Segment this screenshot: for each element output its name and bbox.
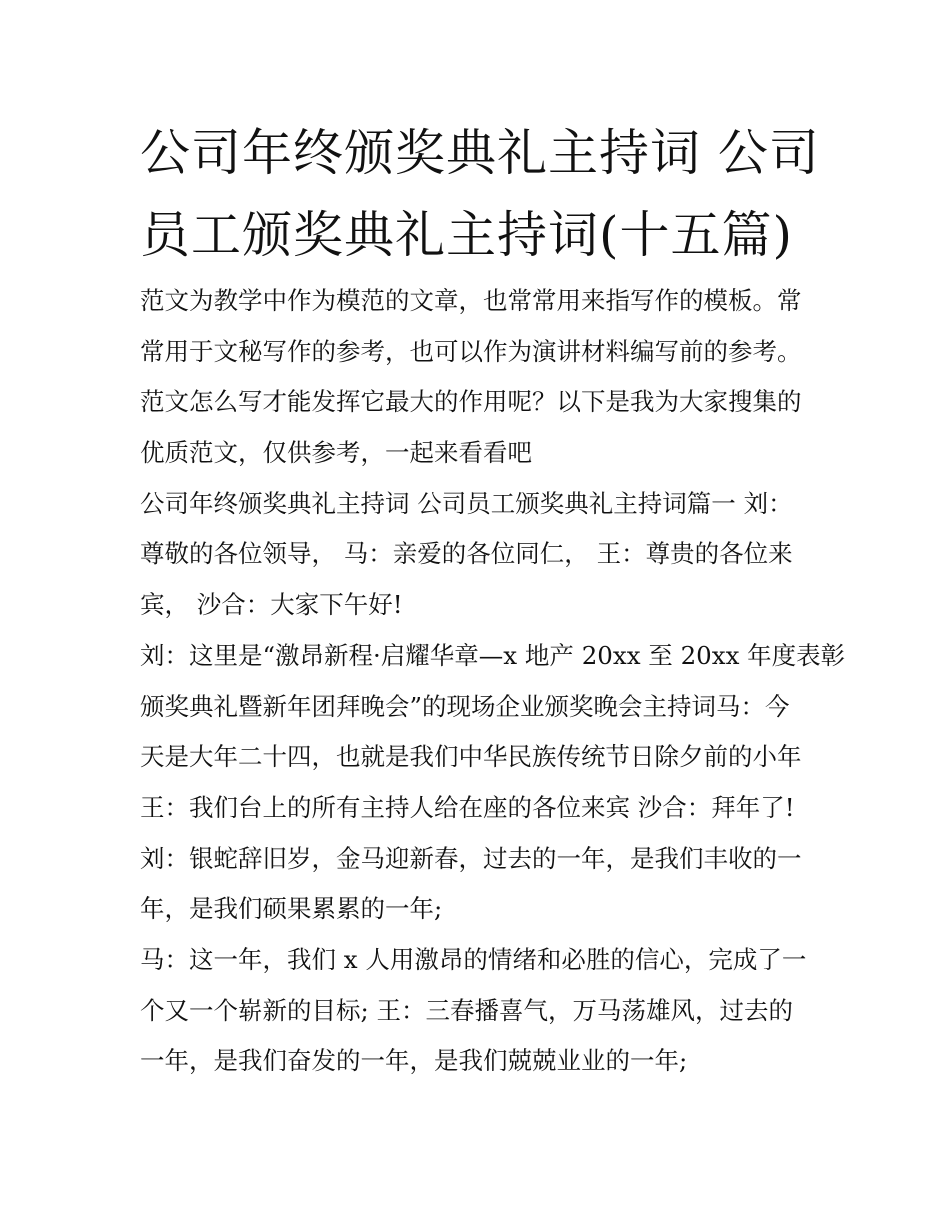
body-line: 范文怎么写才能发挥它最大的作用呢？以下是我为大家搜集的 [140,387,802,417]
body-line: 天是大年二十四，也就是我们中华民族传统节日除夕前的小年 [140,742,802,772]
body-line: 刘：银蛇辞旧岁，金马迎新春，过去的一年，是我们丰收的一 [140,843,802,873]
body-line: 尊敬的各位领导， 马：亲爱的各位同仁， 王：尊贵的各位来 [140,539,793,569]
body-line: 常用于文秘写作的参考，也可以作为演讲材料编写前的参考。 [140,336,802,366]
document-body [140,276,846,1087]
body-line: 范文为教学中作为模范的文章，也常常用来指写作的模板。常 [140,286,802,315]
body-line: 颁奖典礼暨新年团拜晚会”的现场企业颁奖晚会主持词马：今 [140,691,790,721]
body-line: 优质范文，仅供参考，一起来看看吧 [140,438,532,468]
body-line: 刘：这里是“激昂新程·启耀华章—x 地产 20xx 至 20xx 年度表彰 [140,640,846,670]
body-line: 公司年终颁奖典礼主持词 公司员工颁奖典礼主持词篇一 刘： [140,488,793,518]
body-line: 一年，是我们奋发的一年，是我们兢兢业业的一年; [140,1046,688,1076]
title-line: 公司年终颁奖典礼主持词 公司 [140,124,820,182]
title-line: 员工颁奖典礼主持词(十五篇) [140,206,794,264]
body-line: 王：我们台上的所有主持人给在座的各位来宾 沙合：拜年了! [140,792,795,822]
body-line: 年，是我们硕果累累的一年; [140,894,443,924]
body-line: 宾， 沙合：大家下午好! [140,590,403,620]
document-title [140,112,820,276]
body-line: 马：这一年，我们 x 人用激昂的情绪和必胜的信心，完成了一 [140,944,807,974]
body-line: 个又一个崭新的目标; 王：三春播喜气，万马荡雄风，过去的 [140,995,794,1025]
